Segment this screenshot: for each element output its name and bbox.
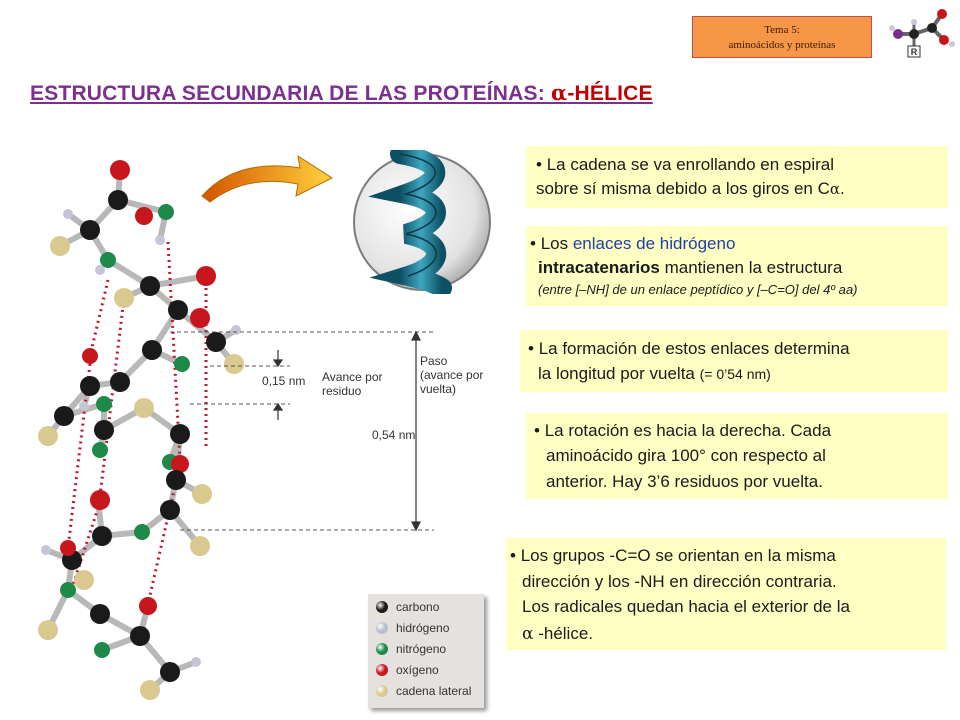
rotation-line-2: aminoácido gira 100° con respecto al (546, 446, 826, 465)
rotation-line-3: anterior. Hay 3’6 residuos por vuelta. (546, 472, 823, 491)
legend-item (378, 642, 446, 656)
topic-label (692, 16, 872, 58)
topic-line-1: Tema 5: (764, 24, 800, 36)
amino-acid-icon (884, 4, 956, 60)
length-line-1: La formación de estos enlaces determina (538, 339, 850, 358)
legend-label: oxígeno (396, 663, 439, 677)
pitch-label-line-3: vuelta) (420, 382, 457, 396)
hbond-line-2-rest: mantienen la estructura (659, 258, 843, 277)
info-box-groups: • Los grupos -C=O se orientan en la misma dirección y los -NH en dirección contraria. Los radicales quedan hacia el exterior de la α -hélice. (506, 538, 946, 650)
rise-label (322, 370, 383, 398)
groups-line-2: dirección y los -NH en dirección contraria. (522, 572, 837, 591)
rise-value: 0,15 nm (262, 374, 306, 388)
pitch-label-line-1: Paso (420, 354, 448, 368)
legend-swatch (376, 643, 388, 655)
legend-swatch (376, 601, 388, 613)
legend-swatch (376, 685, 388, 697)
legend-item (378, 600, 439, 614)
r-group-label: R (910, 47, 918, 57)
pitch-label-line-2: (avance por (420, 368, 484, 382)
groups-line-4: -hélice. (533, 624, 594, 643)
rotation-line-1: La rotación es hacia la derecha. Cada (544, 421, 832, 440)
length-value: (= 0’54 nm) (699, 366, 771, 382)
length-line-2: la longitud por vuelta (538, 364, 695, 383)
page-title (30, 80, 653, 106)
groups-line-1: Los grupos -C=O se orientan en la misma (520, 546, 836, 565)
helix-ribbon-icon (346, 150, 496, 294)
title-suffix: -HÉLICE (567, 82, 653, 105)
info-box-hydrogen-bonds: • Los enlaces de hidrógeno intracatenarios mantienen la estructura (entre [–NH] de un enlace peptídico y [–C=O] del 4º aa) (526, 226, 948, 306)
topic-line-2: aminoácidos y proteínas (728, 39, 836, 51)
pitch-label (420, 354, 483, 396)
legend-label: hidrógeno (396, 621, 450, 635)
hbond-line-3: (entre [–NH] de un enlace peptídico y [–C=O] del 4º aa) (538, 282, 858, 297)
title-prefix: ESTRUCTURA SECUNDARIA DE LAS PROTEÍNAS: (30, 82, 545, 105)
title-alpha: α (550, 80, 568, 105)
legend-label: nitrógeno (396, 642, 447, 656)
legend-label: cadena lateral (396, 684, 472, 698)
groups-line-3: Los radicales quedan hacia el exterior de la (522, 597, 850, 616)
spiral-alpha: α. (829, 180, 845, 198)
legend-label: carbono (396, 600, 440, 614)
info-box-length: • La formación de estos enlaces determina la longitud por vuelta (= 0’54 nm) (520, 330, 948, 392)
legend-swatch (376, 622, 388, 634)
legend-item (378, 663, 439, 677)
rise-label-line-2: residuo (322, 384, 362, 398)
info-box-rotation: • La rotación es hacia la derecha. Cada aminoácido gira 100° con respecto al anterior. Hay 3’6 residuos por vuelta. (526, 413, 948, 499)
hbond-pre: Los (540, 234, 573, 253)
info-box-spiral: • La cadena se va enrollando en espiral sobre sí misma debido a los giros en Cα. (526, 146, 948, 208)
rise-label-line-1: Avance por (322, 370, 383, 384)
pitch-value: 0,54 nm (372, 428, 416, 442)
legend-item (378, 684, 471, 698)
spiral-line-1: La cadena se va enrollando en espiral (546, 155, 835, 174)
groups-alpha: α (522, 624, 534, 644)
legend-swatch (376, 664, 388, 676)
atom-legend (368, 594, 484, 708)
hbond-blue: enlaces de hidrógeno (572, 234, 736, 253)
legend-item (378, 621, 449, 635)
spiral-line-2: sobre sí misma debido a los giros en C (536, 179, 830, 198)
hbond-intracatenarios: intracatenarios (538, 258, 660, 277)
